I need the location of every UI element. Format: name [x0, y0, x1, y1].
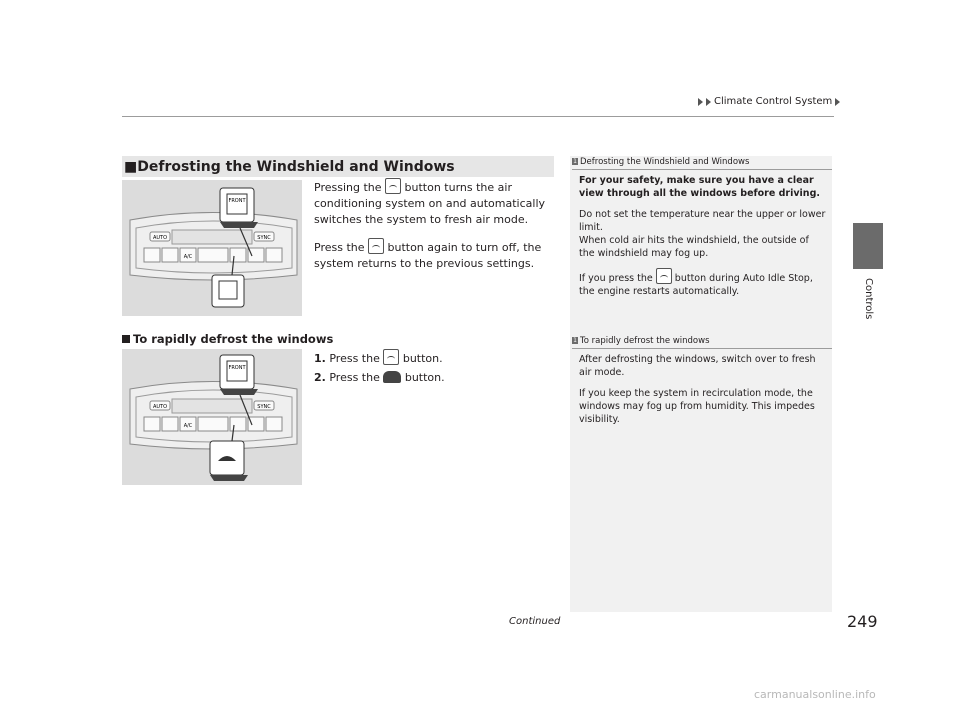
note-marker: 1 [573, 158, 577, 165]
steps-list [314, 349, 445, 387]
breadcrumb-section[interactable]: Climate Control System [714, 96, 833, 107]
front-defrost-icon [385, 178, 401, 194]
control-panel-illustration-2 [122, 349, 302, 485]
subsection-title: To rapidly defrost the windows [122, 332, 333, 346]
front-defrost-icon [368, 238, 384, 254]
note-2-rule [572, 348, 832, 349]
chapter-label: Controls [863, 278, 874, 320]
section-title: ■ Defrosting the Windshield and Windows [122, 156, 554, 177]
step-2: 2. Press the button. [314, 371, 445, 384]
note-1-title: 1 Defrosting the Windshield and Windows [573, 157, 750, 167]
note-2-text: After defrosting the windows, switch over to fresh air mode. If you keep the system in recirculation mode, the windows may fog up from humidity. This impedes visibility. [579, 354, 816, 425]
front-label: FRONT [228, 365, 246, 371]
breadcrumb-arrow-icon [698, 98, 703, 106]
step-1: 1. Press the button. [314, 349, 445, 368]
auto-label: AUTO [152, 404, 168, 410]
page-number: 249 [847, 612, 878, 631]
continued-label: Continued [509, 616, 561, 627]
recirculation-icon [383, 371, 401, 383]
watermark: carmanualsonline.info [754, 688, 876, 701]
control-panel-illustration-1 [122, 180, 302, 316]
front-defrost-icon [383, 349, 399, 365]
note-2-title: 1 To rapidly defrost the windows [573, 336, 710, 346]
control-panel-drawing-2 [122, 349, 302, 485]
section-square-icon: ■ [124, 158, 138, 175]
main-text: Pressing the button turns the air conditioning system on and automatically switches the system to fresh air mode. Press the button again to turn off, the system returns to the previous settings. [314, 178, 550, 282]
front-label: FRONT [228, 198, 246, 204]
sync-label: SYNC [257, 235, 271, 241]
breadcrumb-arrow-icon [706, 98, 711, 106]
note-marker: 1 [573, 337, 577, 344]
chapter-tab [853, 223, 883, 269]
note-1-rule [572, 169, 832, 170]
note-1-text: For your safety, make sure you have a clear view through all the windows before driving. Do not set the temperature near the upper or lower limit. When cold air hits the windshield, the outside of the windshield may fog up. If you press the button during Auto Idle Stop, the engine restarts automatically. [579, 175, 826, 297]
front-defrost-icon [656, 268, 672, 284]
ac-label: A/C [183, 423, 193, 429]
subsection-square-icon [122, 335, 130, 343]
breadcrumb-arrow-icon [835, 98, 840, 106]
header-rule [122, 116, 834, 117]
auto-label: AUTO [152, 235, 168, 241]
breadcrumb [698, 96, 840, 107]
sync-label: SYNC [257, 404, 271, 410]
control-panel-drawing [122, 180, 302, 316]
ac-label: A/C [183, 254, 193, 260]
